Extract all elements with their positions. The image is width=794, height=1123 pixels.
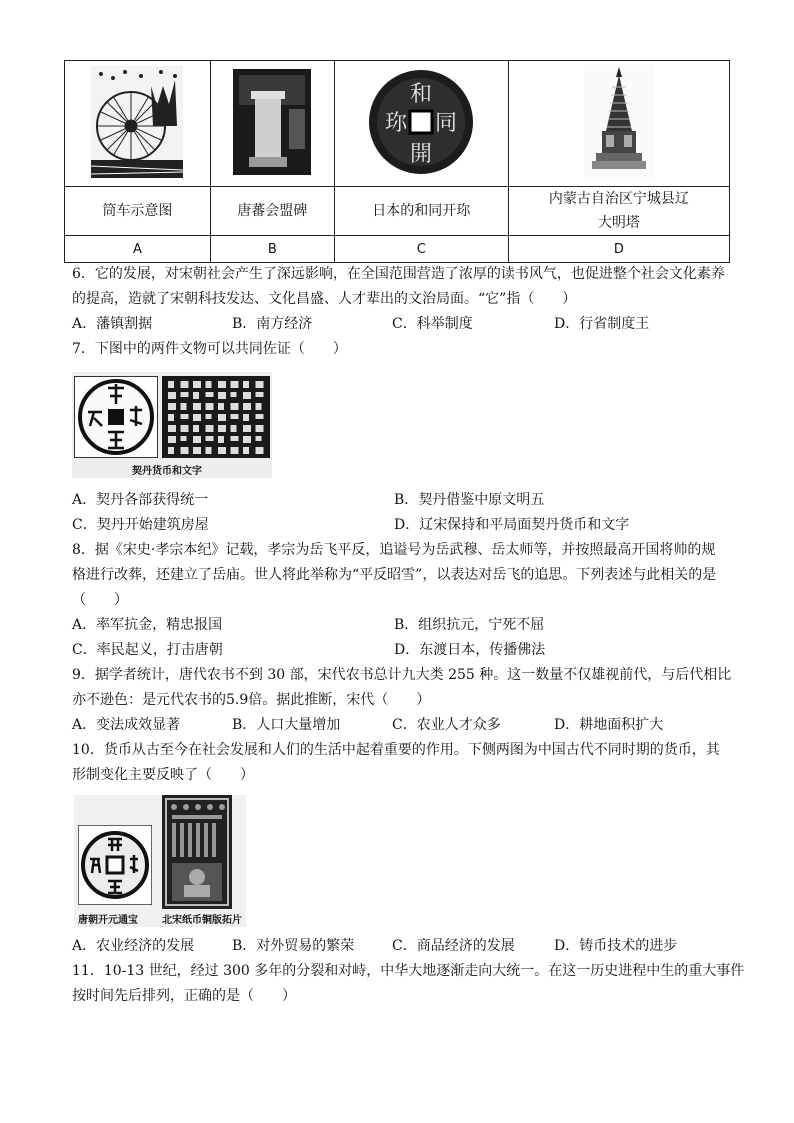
coin-image — [366, 67, 476, 177]
caption-a: 筒车示意图 — [65, 187, 211, 236]
jiaozi-caption: 北宋纸币铜版拓片 — [162, 915, 242, 926]
q8-stem-line2: 格进行改葬，还建立了岳庙。世人将此举称为“平反昭雪”，以表达对岳飞的追思。下列表述与此相关的是 — [72, 567, 717, 583]
q8-option-b[interactable]: B．组织抗元，宁死不屈 — [394, 617, 545, 633]
q9-option-a[interactable]: A．变法成效显著 — [72, 717, 181, 733]
q7-option-d[interactable]: D．辽宋保持和平局面契丹货币和文字 — [394, 517, 630, 533]
q6-stem-line2: 的提高，造就了宋朝科技发达、文化昌盛、人才辈出的文治局面。“它”指（ ） — [72, 291, 577, 307]
q8-stem-line3: （ ） — [72, 592, 128, 608]
q10-stem-line1: 10．货币从古至今在社会发展和人们的生活中起着重要的作用。下侧两图为中国古代不同时期的货币，其 — [72, 742, 720, 758]
khitan-figure-caption: 契丹货币和文字 — [132, 466, 202, 477]
q6-option-b[interactable]: B．南方经济 — [232, 316, 313, 332]
q9-option-b[interactable]: B．人口大量增加 — [232, 717, 341, 733]
q7-stem-line1: 7．下图中的两件文物可以共同佐证（ ） — [72, 341, 347, 357]
q9-stem-line1: 9．据学者统计，唐代农书不到 30 部，宋代农书总计九大类 255 种。这一数量不仅雄视前代，与后代相比 — [72, 667, 732, 683]
q8-option-d[interactable]: D．东渡日本，传播佛法 — [394, 642, 546, 658]
currency-figure — [74, 795, 246, 927]
q11-stem-line1: 11．10-13 世纪，经过 300 多年的分裂和对峙，中华大地逐渐走向大统一。在这一历史进程中生的重大事件 — [72, 963, 745, 979]
q6-option-d[interactable]: D．行省制度王 — [554, 316, 650, 332]
waterwheel-image — [91, 66, 183, 178]
letter-b: B — [210, 236, 334, 263]
caption-c: 日本的和同开珎 — [334, 187, 508, 236]
q10-stem-line2: 形制变化主要反映了（ ） — [72, 767, 254, 783]
q8-option-c[interactable]: C．率民起义，打击唐朝 — [72, 642, 223, 658]
q6-option-a[interactable]: A．藩镇割据 — [72, 316, 153, 332]
q10-option-c[interactable]: C．商品经济的发展 — [392, 938, 515, 954]
stele-image — [233, 69, 311, 175]
jiaozi-note-image — [162, 795, 232, 909]
kaiyuan-coin-image — [78, 825, 152, 905]
q11-stem-line2: 按时间先后排列，正确的是（ ） — [72, 988, 296, 1004]
caption-b: 唐蕃会盟碑 — [210, 187, 334, 236]
q7-option-c[interactable]: C．契丹开始建筑房屋 — [72, 517, 209, 533]
q9-option-d[interactable]: D．耕地面积扩大 — [554, 717, 664, 733]
svg-text:同: 同 — [435, 110, 458, 136]
waterwheel-image-cell — [65, 61, 211, 187]
khitan-script-image — [162, 376, 270, 458]
q10-option-d[interactable]: D．铸币技术的进步 — [554, 938, 678, 954]
q10-option-b[interactable]: B．对外贸易的繁荣 — [232, 938, 355, 954]
picture-table — [64, 60, 730, 263]
q9-stem-line2: 亦不逊色：是元代农书的5.9倍。据此推断，宋代（ ） — [72, 692, 431, 708]
svg-text:開: 開 — [410, 141, 433, 167]
q7-option-a[interactable]: A．契丹各部获得统一 — [72, 492, 209, 508]
wado-kaichin-coin-image-cell — [334, 61, 508, 187]
q6-option-c[interactable]: C．科举制度 — [392, 316, 473, 332]
pagoda-image — [584, 65, 654, 179]
letter-d: D — [508, 236, 729, 263]
letter-c: C — [334, 236, 508, 263]
khitan-coin-image — [74, 376, 158, 458]
q8-option-a[interactable]: A．率军抗金，精忠报国 — [72, 617, 223, 633]
q9-option-c[interactable]: C．农业人才众多 — [392, 717, 501, 733]
svg-text:珎: 珎 — [385, 110, 408, 136]
q8-stem-line1: 8．据《宋史·孝宗本纪》记载，孝宗为岳飞平反，追谥号为岳武穆、岳太师等，并按照最高开国将帅的规 — [72, 542, 716, 558]
tang-tibet-stele-image-cell — [210, 61, 334, 187]
q7-option-b[interactable]: B．契丹借鉴中原文明五 — [394, 492, 545, 508]
caption-d: 内蒙古自治区宁城县辽 大明塔 — [508, 187, 729, 236]
svg-text:和: 和 — [410, 81, 433, 107]
letter-a: A — [65, 236, 211, 263]
khitan-figure — [72, 372, 272, 478]
daming-pagoda-image-cell — [508, 61, 729, 187]
q10-option-a[interactable]: A．农业经济的发展 — [72, 938, 195, 954]
q6-stem-line1: 6．它的发展，对宋朝社会产生了深远影响，在全国范围营造了浓厚的读书风气，也促进整个社会文化素养 — [72, 266, 725, 282]
kaiyuan-caption: 唐朝开元通宝 — [78, 915, 138, 926]
